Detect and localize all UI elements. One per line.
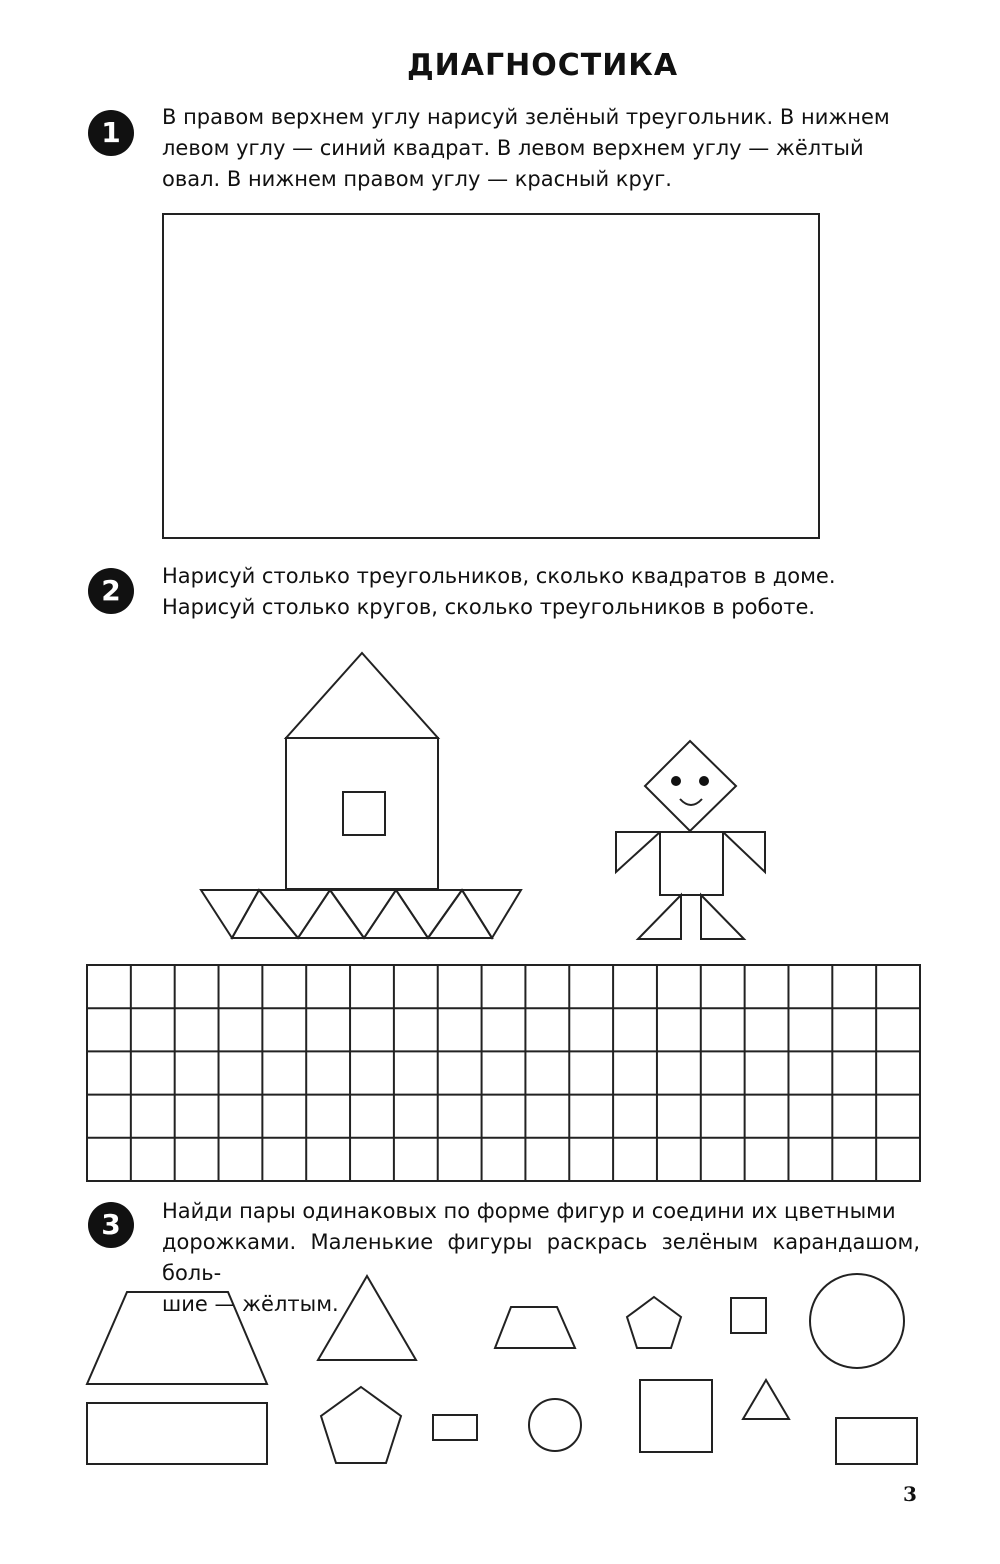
large-pentagon-icon[interactable]	[321, 1387, 401, 1463]
small-rectangle-icon[interactable]	[433, 1415, 477, 1440]
robot-left-arm-triangle-icon	[616, 832, 660, 872]
small-circle-icon[interactable]	[529, 1399, 581, 1451]
answer-grid	[87, 965, 920, 1181]
task-2-line-2: Нарисуй столько кругов, сколько треугольников в роботе.	[162, 595, 816, 619]
robot-right-arm-triangle-icon	[723, 832, 765, 872]
task-3-line-1: Найди пары одинаковых по форме фигур и соедини их цветными	[162, 1199, 896, 1223]
base-triangle-icon	[364, 890, 428, 938]
shapes-top-row	[87, 1274, 904, 1384]
task-1-line-2: левом углу — синий квадрат. В левом верхнем углу — жёлтый	[162, 136, 864, 160]
base-triangle-icon	[330, 890, 396, 938]
robot-figure	[616, 741, 765, 939]
large-trapezoid-icon[interactable]	[87, 1292, 267, 1384]
small-trapezoid-icon[interactable]	[495, 1307, 575, 1348]
small-pentagon-icon[interactable]	[627, 1297, 681, 1348]
large-rectangle-icon[interactable]	[87, 1403, 267, 1464]
robot-left-leg-triangle-icon	[638, 895, 681, 939]
robot-left-eye	[671, 776, 681, 786]
robot-body-square-icon	[660, 832, 723, 895]
base-triangle-icon	[259, 890, 330, 938]
house-roof-triangle-icon	[286, 653, 438, 738]
grid-border	[87, 965, 920, 1181]
small-square-icon[interactable]	[731, 1298, 766, 1333]
robot-head-diamond-icon	[645, 741, 736, 831]
task-3-line-2: дорожками. Маленькие фигуры раскрась зелёным карандашом, боль-	[162, 1230, 920, 1285]
task-1-line-3: овал. В нижнем правом углу — красный круг.	[162, 167, 672, 191]
base-triangle-icon	[201, 890, 259, 938]
house-window-square-icon	[343, 792, 385, 835]
task-2-number-badge: 2	[88, 568, 134, 614]
shapes-bottom-row	[87, 1380, 917, 1464]
page-title: ДИАГНОСТИКА	[406, 48, 679, 83]
large-triangle-icon[interactable]	[318, 1276, 416, 1360]
task-3-line-3: шие — жёлтым.	[162, 1292, 339, 1316]
house-wall-square-icon	[286, 738, 438, 889]
page-number: 3	[903, 1482, 917, 1506]
house-base-triangles	[201, 890, 521, 938]
small-triangle-icon[interactable]	[743, 1380, 789, 1419]
large-circle-icon[interactable]	[810, 1274, 904, 1368]
robot-right-leg-triangle-icon	[701, 895, 744, 939]
task-1-number-badge: 1	[88, 110, 134, 156]
medium-rectangle-icon[interactable]	[836, 1418, 917, 1464]
task-2-line-1: Нарисуй столько треугольников, сколько квадратов в доме.	[162, 564, 836, 588]
base-triangle-icon	[298, 890, 364, 938]
house-figure	[201, 653, 521, 938]
robot-right-eye	[699, 776, 709, 786]
grid-lines	[87, 965, 920, 1181]
robot-smile	[680, 799, 702, 805]
base-triangle-icon	[428, 890, 492, 938]
base-triangle-icon	[462, 890, 521, 938]
task-3-number-badge: 3	[88, 1202, 134, 1248]
base-triangle-icon	[396, 890, 462, 938]
large-square-icon[interactable]	[640, 1380, 712, 1452]
task-1-line-1: В правом верхнем углу нарисуй зелёный треугольник. В нижнем	[162, 105, 890, 129]
